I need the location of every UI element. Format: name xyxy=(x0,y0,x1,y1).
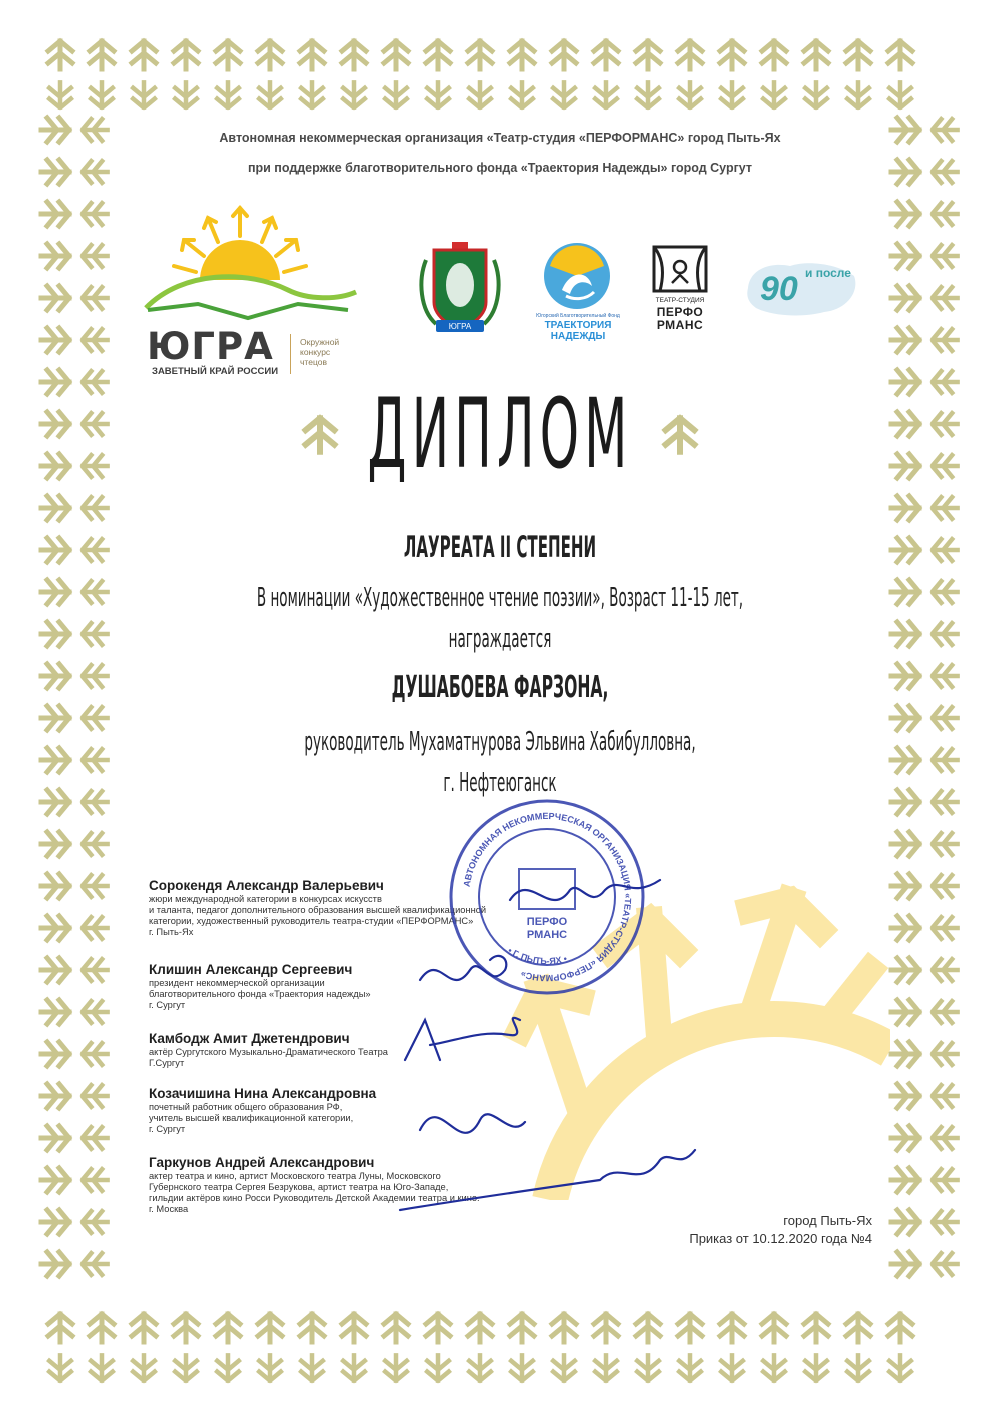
border-motif xyxy=(762,41,786,69)
border-motif xyxy=(891,370,919,394)
border-motif xyxy=(216,1314,240,1342)
border-motif xyxy=(82,161,107,183)
laureate-degree: ЛАУРЕАТА II СТЕПЕНИ xyxy=(403,530,597,564)
border-motif xyxy=(49,82,71,107)
jury-detail: гильдии актёров кино Росси Руководитель Детской Академии театра и кино. xyxy=(149,1193,480,1203)
border-motif xyxy=(553,1355,575,1380)
yugra-logo-subtitle: ЗАВЕТНЫЙ КРАЙ РОССИИ xyxy=(152,366,279,377)
border-motif xyxy=(891,622,919,646)
border-motif xyxy=(891,1210,919,1234)
border-motif xyxy=(932,959,957,981)
jury-detail: благотворительного фонда «Траектория надежды» xyxy=(149,989,371,999)
border-motif xyxy=(385,82,407,107)
theatre-name-line: РМАНС xyxy=(656,318,704,332)
awarded-line: награждается xyxy=(448,624,552,654)
border-motif xyxy=(932,707,957,729)
border-motif xyxy=(174,41,198,69)
border-motif xyxy=(82,1169,107,1191)
fund-logo-small-text: Югорский Благотворительный Фонд xyxy=(536,313,620,319)
border-motif xyxy=(342,41,366,69)
jury-detail: актер театра и кино, артист Московского театра Луны, Московского xyxy=(149,1171,441,1181)
border-motif xyxy=(41,496,69,520)
jury-detail: жюри международной категории в конкурсах искусств xyxy=(149,894,382,904)
stamp-center-line: ПЕРФО xyxy=(526,916,568,928)
border-motif xyxy=(932,119,957,141)
signature-5 xyxy=(400,1150,695,1210)
border-motif xyxy=(41,580,69,604)
border-motif xyxy=(91,1355,113,1380)
header-support: при поддержке благотворительного фонда «Траектория Надежды» город Сургут xyxy=(247,161,753,175)
border-motif xyxy=(41,790,69,814)
yugra-side-line: Окружной xyxy=(300,337,340,347)
border-motif xyxy=(41,1084,69,1108)
yugra-side-line: чтецов xyxy=(300,357,327,367)
mentor-line: руководитель Мухаматнурова Эльвина Хабибулловна, xyxy=(304,727,696,757)
border-motif xyxy=(82,455,107,477)
border-motif xyxy=(258,41,282,69)
border-motif xyxy=(932,1001,957,1023)
issue-place: город Пыть-Ях xyxy=(783,1213,872,1228)
border-motif xyxy=(41,874,69,898)
border-motif xyxy=(82,497,107,519)
border-motif xyxy=(427,1355,449,1380)
border-motif xyxy=(41,118,69,142)
fund-logo-title xyxy=(532,320,624,342)
border-motif xyxy=(891,202,919,226)
border-motif xyxy=(426,1314,450,1342)
border-motif xyxy=(891,1252,919,1276)
yugra-logo-word: ЮГРА xyxy=(147,325,274,368)
border-motif xyxy=(48,41,72,69)
border-motif xyxy=(82,581,107,603)
border-motif xyxy=(891,1168,919,1192)
header-organization: Автономная некоммерческая организация «Театр-студия «ПЕРФОРМАНС» город Пыть-Ях xyxy=(219,131,781,145)
border-motif xyxy=(595,82,617,107)
border-motif xyxy=(41,244,69,268)
jury-detail: почетный работник общего образования РФ, xyxy=(149,1102,343,1112)
border-motif xyxy=(932,581,957,603)
signature-1 xyxy=(510,880,660,900)
border-motif xyxy=(385,1355,407,1380)
jury-name: Гаркунов Андрей Александрович xyxy=(149,1155,375,1170)
border-motif xyxy=(469,82,491,107)
border-motif xyxy=(636,1314,660,1342)
border-motif xyxy=(553,82,575,107)
border-motif xyxy=(932,329,957,351)
border-motif xyxy=(595,1355,617,1380)
border-motif xyxy=(82,875,107,897)
border-motif xyxy=(891,874,919,898)
border-motif xyxy=(511,1355,533,1380)
border-motif xyxy=(891,664,919,688)
border-motif xyxy=(932,1253,957,1275)
border-motif xyxy=(932,665,957,687)
border-motif xyxy=(720,1314,744,1342)
border-motif xyxy=(384,41,408,69)
border-motif xyxy=(82,623,107,645)
border-motif xyxy=(891,160,919,184)
border-motif xyxy=(891,328,919,352)
border-motif xyxy=(891,916,919,940)
border-motif xyxy=(132,41,156,69)
fund-title-line: НАДЕЖДЫ xyxy=(550,331,606,342)
border-motif xyxy=(41,454,69,478)
border-motif xyxy=(637,82,659,107)
border-motif xyxy=(41,1126,69,1150)
border-motif xyxy=(888,1314,912,1342)
anniversary-suffix: и после xyxy=(805,266,851,280)
border-motif xyxy=(932,749,957,771)
jury-detail: г. Сургут xyxy=(149,1124,186,1134)
theatre-curtain-icon xyxy=(650,245,710,293)
border-motif xyxy=(82,749,107,771)
border-motif xyxy=(174,1314,198,1342)
border-motif xyxy=(891,412,919,436)
border-motif xyxy=(469,1355,491,1380)
border-motif xyxy=(932,833,957,855)
border-motif xyxy=(932,497,957,519)
border-motif xyxy=(259,1355,281,1380)
jury-detail: учитель высшей квалификационной категории, xyxy=(149,1113,354,1123)
border-motif xyxy=(932,1043,957,1065)
border-motif xyxy=(301,82,323,107)
yugra-side-line: конкурс xyxy=(300,347,331,357)
jury-name: Клишин Александр Сергеевич xyxy=(149,962,353,977)
border-motif xyxy=(932,1085,957,1107)
border-motif xyxy=(82,917,107,939)
border-motif xyxy=(175,1355,197,1380)
stamp-ring-text: АВТОНОМНАЯ НЕКОММЕРЧЕСКАЯ ОРГАНИЗАЦИЯ «ТЕАТР-СТУДИЯ «ПЕРФОРМАНС» xyxy=(461,810,634,984)
border-motif xyxy=(510,1314,534,1342)
border-motif xyxy=(41,286,69,310)
border-motif xyxy=(343,1355,365,1380)
border-motif xyxy=(552,41,576,69)
yugra-logo-side-text xyxy=(300,337,380,367)
border-motif xyxy=(82,1001,107,1023)
border-motif xyxy=(82,1253,107,1275)
border-motif xyxy=(41,622,69,646)
border-motif xyxy=(82,329,107,351)
border-motif xyxy=(259,82,281,107)
border-motif xyxy=(891,118,919,142)
signature-2 xyxy=(420,956,506,980)
border-motif xyxy=(49,1355,71,1380)
border-motif xyxy=(891,958,919,982)
border-motif xyxy=(41,1210,69,1234)
border-motif xyxy=(82,203,107,225)
border-motif xyxy=(82,371,107,393)
border-motif xyxy=(846,1314,870,1342)
border-motif xyxy=(468,1314,492,1342)
border-motif xyxy=(258,1314,282,1342)
border-motif xyxy=(90,1314,114,1342)
jury-detail: президент некоммерческой организации xyxy=(149,978,325,988)
border-motif xyxy=(932,623,957,645)
fund-title-line: ТРАЕКТОРИЯ xyxy=(544,320,612,331)
border-motif xyxy=(82,245,107,267)
border-motif xyxy=(804,41,828,69)
border-motif xyxy=(82,707,107,729)
border-motif xyxy=(552,1314,576,1342)
border-motif xyxy=(805,1355,827,1380)
jury-detail: г. Сургут xyxy=(149,1000,186,1010)
border-motif xyxy=(216,41,240,69)
theatre-name-line: ПЕРФО xyxy=(656,305,704,319)
border-motif xyxy=(932,203,957,225)
border-motif xyxy=(721,1355,743,1380)
border-motif xyxy=(217,1355,239,1380)
border-motif xyxy=(891,1126,919,1150)
border-motif xyxy=(82,287,107,309)
border-motif xyxy=(891,244,919,268)
border-motif xyxy=(763,82,785,107)
jury-detail: г. Москва xyxy=(149,1204,189,1214)
border-motif xyxy=(932,1169,957,1191)
border-motif xyxy=(891,1084,919,1108)
border-motif xyxy=(889,82,911,107)
border-motif xyxy=(678,1314,702,1342)
border-motif xyxy=(932,1127,957,1149)
border-motif xyxy=(847,1355,869,1380)
border-motif xyxy=(82,1127,107,1149)
border-motif xyxy=(932,539,957,561)
border-motif xyxy=(891,580,919,604)
border-motif xyxy=(300,41,324,69)
border-motif xyxy=(91,82,113,107)
border-motif xyxy=(891,790,919,814)
border-motif xyxy=(132,1314,156,1342)
border-motif xyxy=(301,1355,323,1380)
border-motif xyxy=(41,916,69,940)
border-motif xyxy=(41,1252,69,1276)
border-motif xyxy=(932,287,957,309)
border-motif xyxy=(82,665,107,687)
border-motif xyxy=(82,959,107,981)
signature-3 xyxy=(405,1018,520,1060)
border-motif xyxy=(891,454,919,478)
border-motif xyxy=(82,539,107,561)
border-motif xyxy=(679,1355,701,1380)
stamp-bottom-text: • Г. ПЫТЬ-ЯХ • xyxy=(506,945,569,967)
border-motif xyxy=(468,41,492,69)
border-motif xyxy=(891,748,919,772)
border-motif xyxy=(133,1355,155,1380)
border-motif xyxy=(41,538,69,562)
border-motif xyxy=(932,917,957,939)
border-motif xyxy=(888,41,912,69)
border-motif xyxy=(90,41,114,69)
border-motif xyxy=(41,412,69,436)
nomination-line: В номинации «Художественное чтение поэзии», Возраст 11-15 лет, xyxy=(256,583,744,613)
coat-of-arms-icon xyxy=(414,240,506,338)
yugra-logo-divider xyxy=(290,334,291,374)
border-motif xyxy=(763,1355,785,1380)
border-motif xyxy=(804,1314,828,1342)
border-motif xyxy=(891,832,919,856)
border-motif xyxy=(594,1314,618,1342)
jury-detail: г. Пыть-Ях xyxy=(149,927,194,937)
stamp-center-line: РМАНС xyxy=(526,929,568,941)
border-motif xyxy=(932,161,957,183)
border-motif xyxy=(889,1355,911,1380)
border-motif xyxy=(932,413,957,435)
border-motif xyxy=(891,1042,919,1066)
border-motif xyxy=(932,875,957,897)
border-motif xyxy=(175,82,197,107)
border-motif xyxy=(82,1043,107,1065)
border-motif xyxy=(82,1085,107,1107)
border-motif xyxy=(762,1314,786,1342)
border-motif xyxy=(932,455,957,477)
border-motif xyxy=(805,82,827,107)
border-motif xyxy=(82,119,107,141)
border-motif xyxy=(41,328,69,352)
border-motif xyxy=(300,1314,324,1342)
border-motif xyxy=(41,748,69,772)
border-motif xyxy=(41,1042,69,1066)
border-motif xyxy=(41,706,69,730)
border-motif xyxy=(511,82,533,107)
jury-detail: категории, художественный руководитель театра-студии «ПЕРФОРМАНС» xyxy=(149,916,474,926)
jury-detail: актёр Сургутского Музыкально-Драматического Театра xyxy=(149,1047,388,1057)
border-motif xyxy=(932,245,957,267)
border-motif xyxy=(891,496,919,520)
order-reference: Приказ от 10.12.2020 года №4 xyxy=(689,1231,872,1246)
border-motif xyxy=(41,958,69,982)
theatre-logo-small-text: ТЕАТР-СТУДИЯ xyxy=(655,297,705,304)
border-motif xyxy=(846,41,870,69)
border-motif xyxy=(217,82,239,107)
border-motif xyxy=(82,1211,107,1233)
border-motif xyxy=(847,82,869,107)
border-motif xyxy=(678,41,702,69)
border-motif xyxy=(932,1211,957,1233)
jury-detail: Губернского театра Сергея Безрукова, артист театра на Юго-Западе, xyxy=(149,1182,449,1192)
jury-detail: и таланта, педагог дополнительного образования высшей квалификационной xyxy=(149,905,487,915)
border-motif xyxy=(932,371,957,393)
border-motif xyxy=(133,82,155,107)
border-motif xyxy=(384,1314,408,1342)
border-motif xyxy=(343,82,365,107)
border-motif xyxy=(41,160,69,184)
border-motif xyxy=(637,1355,659,1380)
border-motif xyxy=(721,82,743,107)
border-motif xyxy=(510,41,534,69)
jury-name: Камбодж Амит Джетендрович xyxy=(149,1031,350,1046)
border-motif xyxy=(594,41,618,69)
diploma-title: ДИПЛОМ xyxy=(367,378,633,490)
jury-name: Сорокендя Александр Валерьевич xyxy=(149,878,384,893)
border-motif xyxy=(48,1314,72,1342)
border-motif xyxy=(41,664,69,688)
border-motif xyxy=(891,538,919,562)
jury-name: Козачишина Нина Александровна xyxy=(149,1086,377,1101)
border-motif xyxy=(636,41,660,69)
border-motif xyxy=(891,706,919,730)
border-motif xyxy=(41,832,69,856)
border-motif xyxy=(679,82,701,107)
border-motif xyxy=(342,1314,366,1342)
border-motif xyxy=(427,82,449,107)
border-motif xyxy=(41,202,69,226)
border-motif xyxy=(41,370,69,394)
border-motif xyxy=(426,41,450,69)
anniversary-number: 90 xyxy=(760,270,798,308)
jury-detail: Г.Сургут xyxy=(149,1058,185,1068)
border-motif xyxy=(41,1168,69,1192)
swan-sun-icon xyxy=(540,240,615,312)
recipient-name: ДУШАБОЕВА ФАРЗОНА, xyxy=(391,670,609,705)
border-motif xyxy=(720,41,744,69)
coat-ribbon-text: ЮГРА xyxy=(448,322,472,331)
border-motif xyxy=(41,1000,69,1024)
border-motif xyxy=(891,1000,919,1024)
border-motif xyxy=(82,833,107,855)
theatre-logo-name xyxy=(645,306,715,332)
border-motif xyxy=(82,791,107,813)
recipient-city: г. Нефтеюганск xyxy=(443,768,557,798)
signature-4 xyxy=(420,1114,525,1133)
border-motif xyxy=(932,791,957,813)
signatures xyxy=(380,860,720,1230)
border-motif xyxy=(891,286,919,310)
border-motif xyxy=(82,413,107,435)
